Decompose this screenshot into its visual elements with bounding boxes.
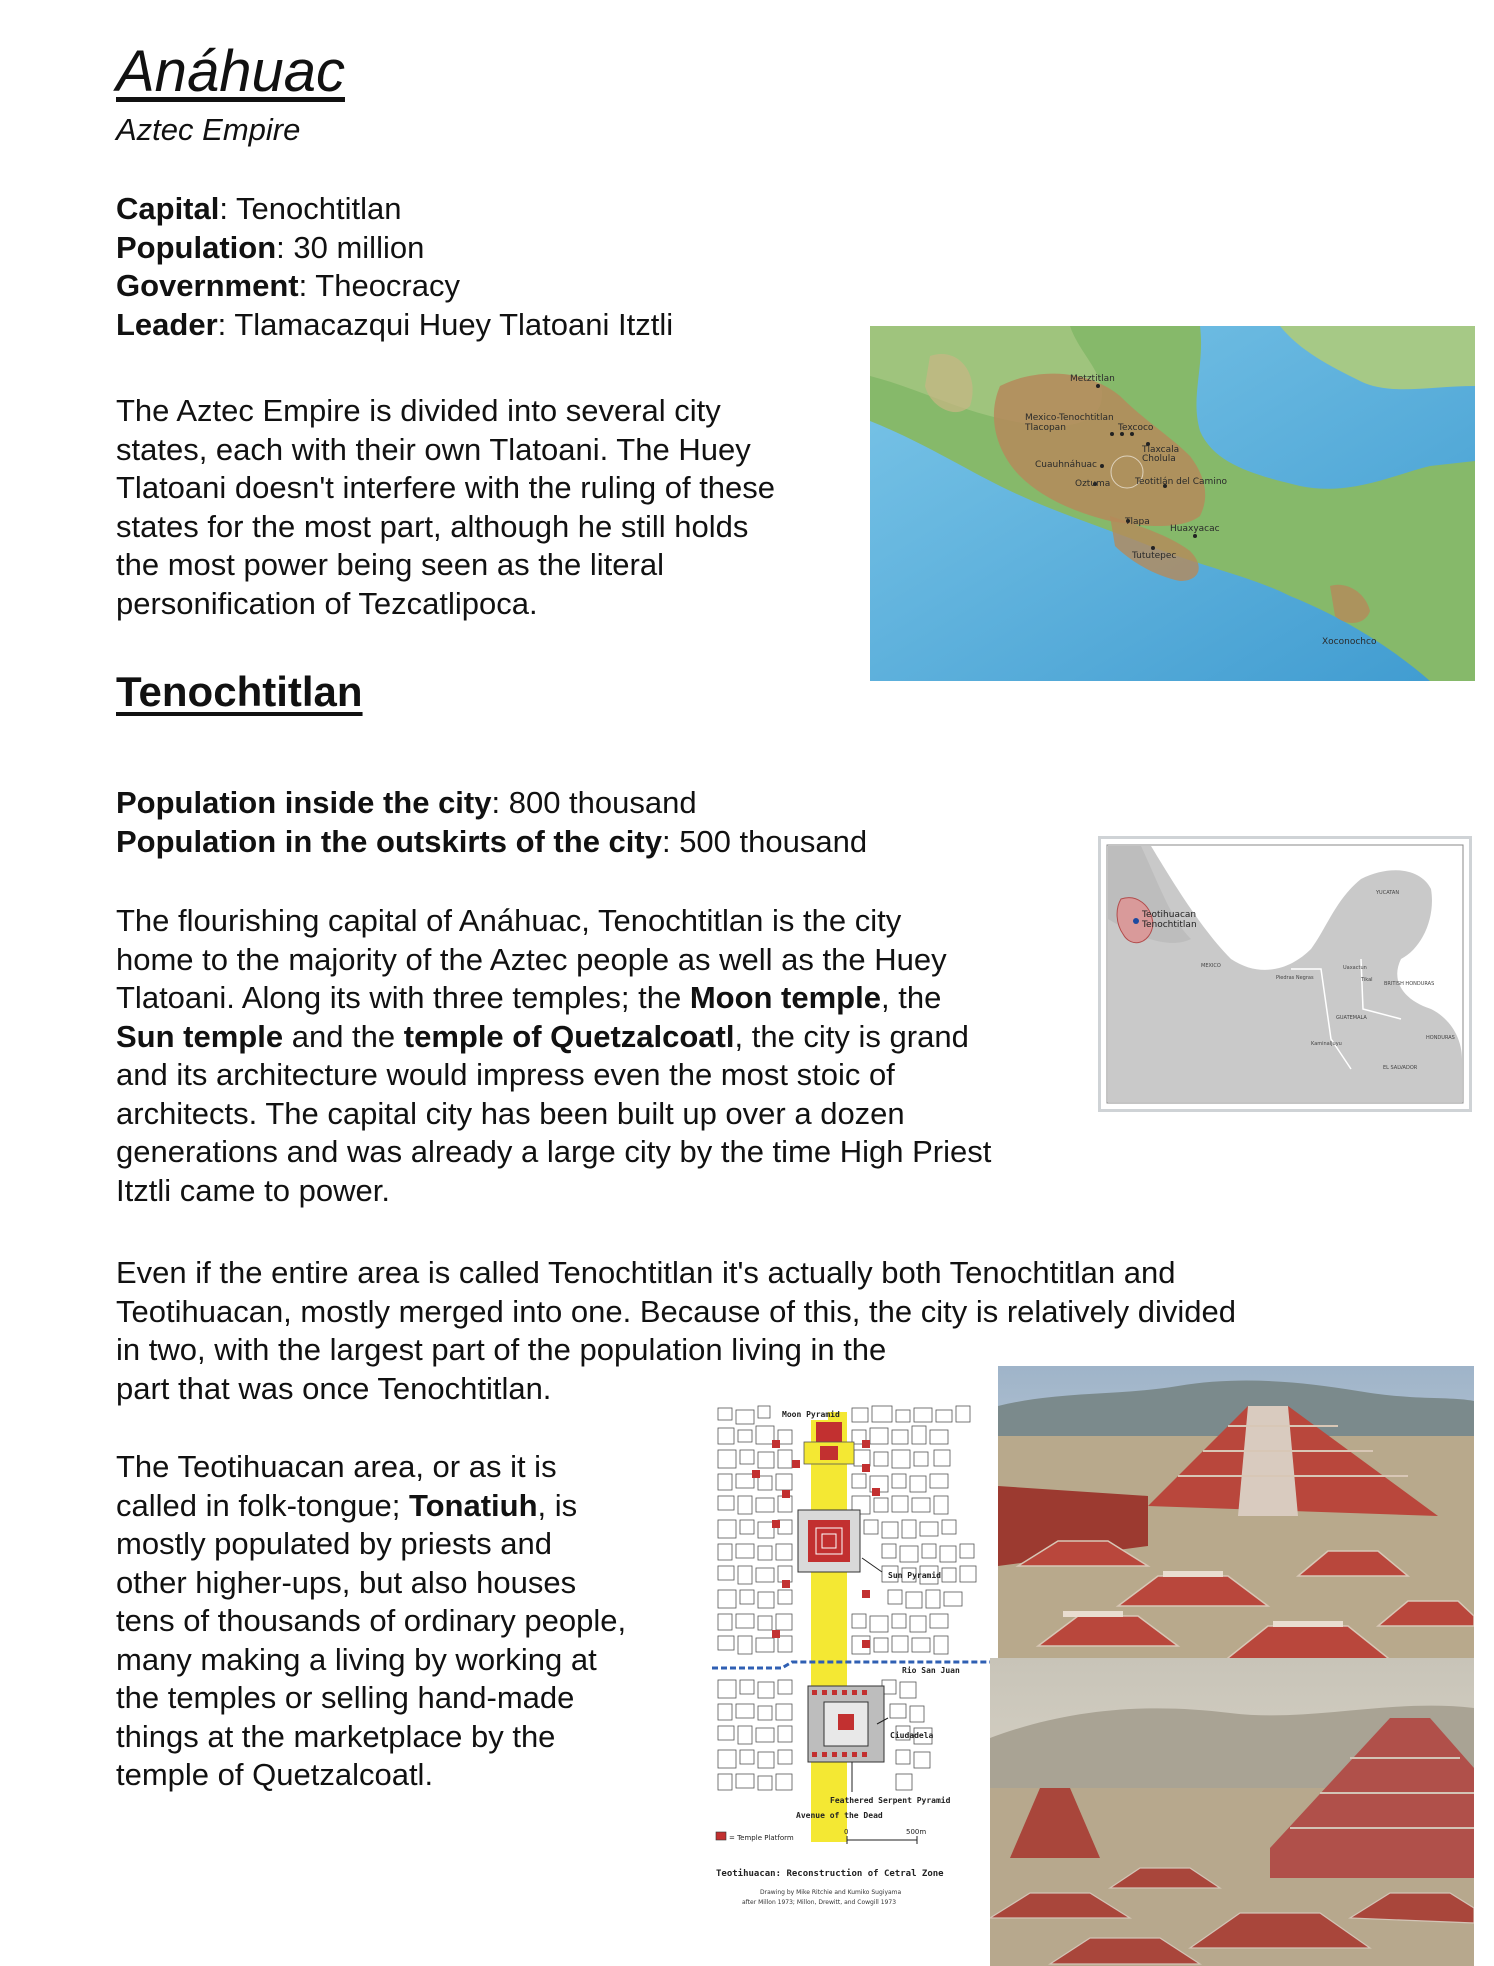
plan-scale-500: 500m <box>906 1828 927 1836</box>
intro-paragraph: The Aztec Empire is divided into several city states, each with their own Tlatoani. The Huey Tlatoani doesn't interfere with the ruling of these states for the most part, although he still holds the most power being seen as the literal personification of Tezcatlipoca. <box>116 393 776 621</box>
map2-label-uaxactun: Uaxactun <box>1343 965 1367 971</box>
empire-facts <box>116 190 673 344</box>
plan-label-sun-pyramid: Sun Pyramid <box>888 1571 941 1580</box>
sun-pyramid-photo <box>990 1658 1474 1966</box>
map1-label-metztitlan: Metztitlan <box>1070 374 1115 384</box>
moon-pyramid-photo <box>998 1366 1474 1672</box>
plan-legend: = Temple Platform <box>729 1834 794 1842</box>
page-subtitle: Aztec Empire <box>116 112 301 147</box>
capital-paragraph: The flourishing capital of Anáhuac, Tenochtitlan is the city home to the majority of the Aztec people as well as the Huey Tlatoani. Along its with three temples; the Moon temple, the Sun temple and the temple of Quetzalcoatl, the city is grand and its architecture would impress even the most stoic of architects. The capital city has been built up over a dozen generations and was already a large city by the time High Priest Itztli came to power. <box>116 903 992 1208</box>
map1-label-tututepec: Tututepec <box>1132 551 1177 561</box>
section-heading-tenochtitlan: Tenochtitlan <box>116 668 363 715</box>
plan-label-rio-san-juan: Rio San Juan <box>902 1666 960 1675</box>
plan-credit-2: after Millon 1973; Millon, Drewitt, and Cowgill 1973 <box>742 1899 897 1906</box>
city-facts <box>116 784 867 861</box>
aztec-empire-map <box>870 326 1475 681</box>
plan-label-avenue: Avenue of the Dead <box>796 1811 883 1820</box>
map1-label-oztuma: Oztuma <box>1075 479 1111 489</box>
plan-label-moon-pyramid: Moon Pyramid <box>782 1410 840 1419</box>
plan-label-ciudadela: Ciudadela <box>890 1731 934 1740</box>
map1-label-cholula: Cholula <box>1142 454 1176 464</box>
fact-population-outskirts: Population in the outskirts of the city: 500 thousand <box>116 823 868 859</box>
plan-credit-1: Drawing by Mike Ritchie and Kumiko Sugiyama <box>760 1889 902 1896</box>
fact-leader: Leader: Tlamacazqui Huey Tlatoani Itztli <box>116 306 674 342</box>
map1-label-xoconochco: Xoconochco <box>1322 637 1377 647</box>
merged-cities-paragraph: Even if the entire area is called Tenochtitlan it's actually both Tenochtitlan and Teotihuacan, mostly merged into one. Because of this, the city is relatively divided in two, with the largest part of the population living in the part that was once Tenochtitlan. <box>116 1255 1237 1406</box>
page-title: Anáhuac <box>116 39 345 104</box>
map1-label-tlaxcala: Tlaxcala <box>1142 445 1180 455</box>
map1-label-huaxyacac: Huaxyacac <box>1170 524 1220 534</box>
map2-label-british-honduras: BRITISH HONDURAS <box>1384 981 1435 987</box>
map1-label-tlapa: Tlapa <box>1125 517 1150 527</box>
fact-capital: Capital: Tenochtitlan <box>116 191 402 226</box>
map2-label-honduras: HONDURAS <box>1426 1035 1455 1041</box>
map2-label-guatemala: GUATEMALA <box>1336 1015 1367 1021</box>
map2-label-yucatan: YUCATAN <box>1376 890 1400 896</box>
map2-label-piedras-negras: Piedras Negras <box>1276 975 1314 981</box>
fact-population-inside: Population inside the city: 800 thousand <box>116 785 697 820</box>
plan-scale-zero: 0 <box>844 1828 849 1836</box>
plan-label-feathered-serpent: Feathered Serpent Pyramid <box>830 1796 951 1805</box>
map1-label-mexico: Mexico-Tenochtitlan <box>1025 413 1114 423</box>
map2-label-mexico: MEXICO <box>1201 963 1221 969</box>
teotihuacan-plan <box>712 1400 998 1960</box>
map1-label-cuauhnahuac: Cuauhnáhuac <box>1035 460 1098 470</box>
mesoamerica-map <box>1098 836 1472 1112</box>
map2-label-teotihuacan: Teotihuacan <box>1142 910 1197 920</box>
map2-label-el-salvador: EL SALVADOR <box>1383 1065 1418 1071</box>
map2-label-kaminaljuyu: Kaminaljuyu <box>1311 1041 1342 1047</box>
map2-label-tenochtitlan: Tenochtitlan <box>1142 920 1197 930</box>
map1-label-texcoco: Texcoco <box>1118 423 1154 433</box>
teotihuacan-paragraph: The Teotihuacan area, or as it is called in folk-tongue; Tonatiuh, is mostly populated by priests and other higher-ups, but also houses tens of thousands of ordinary people, many making a living by working at the temples or selling hand-made things at the marketplace by the temple of Quetzalcoatl. <box>116 1449 627 1792</box>
fact-population: Population: 30 million <box>116 229 425 265</box>
map1-label-teotitlan: Teotitlán del Camino <box>1135 477 1228 487</box>
plan-caption: Teotihuacan: Reconstruction of Cetral Zone <box>716 1869 944 1879</box>
map2-label-tikal: Tikal <box>1361 977 1373 983</box>
map1-label-tlacopan: Tlacopan <box>1025 423 1066 433</box>
fact-government: Government: Theocracy <box>116 268 460 303</box>
